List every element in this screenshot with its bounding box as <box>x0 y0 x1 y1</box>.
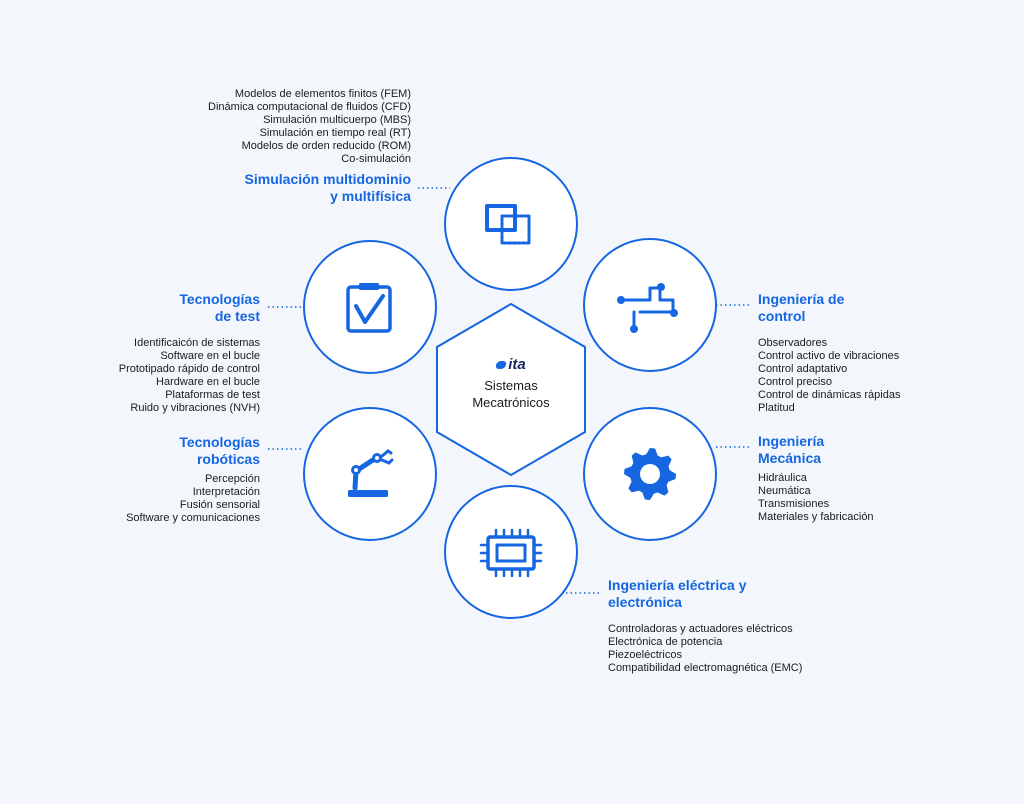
list-item: Hardware en el bucle <box>156 376 260 388</box>
list-item: Ruido y vibraciones (NVH) <box>130 402 260 414</box>
control-title-line2: control <box>758 308 806 324</box>
simulacion-title <box>208 171 411 205</box>
list-item: Materiales y fabricación <box>758 511 874 523</box>
list-item: Control activo de vibraciones <box>758 350 900 362</box>
test-title-line1: Tecnologías <box>179 291 260 307</box>
mecanica-title-line1: Ingeniería <box>758 433 825 449</box>
roboticas-items <box>126 473 260 525</box>
mecanica-title <box>758 433 874 467</box>
list-item: Prototipado rápido de control <box>118 363 260 375</box>
list-item: Hidráulica <box>758 472 807 484</box>
list-item: Electrónica de potencia <box>608 636 723 648</box>
list-item: Simulación en tiempo real (RT) <box>259 127 411 139</box>
block-test <box>119 291 260 415</box>
electrica-title <box>608 577 802 611</box>
ita-logo-mark-icon <box>495 361 507 369</box>
block-electrica <box>608 577 802 675</box>
list-item: Identificaicón de sistemas <box>134 337 260 349</box>
control-title-line1: Ingeniería de <box>758 291 845 307</box>
simulacion-title-line1: Simulación multidominio <box>244 171 411 187</box>
list-item: Control adaptativo <box>758 363 848 375</box>
test-title-line2: de test <box>214 308 260 324</box>
center-label <box>448 356 574 411</box>
control-title <box>758 291 900 325</box>
roboticas-title <box>126 434 260 468</box>
node-roboticas <box>304 408 436 540</box>
roboticas-title-line2: robóticas <box>196 451 260 467</box>
ita-logo <box>496 357 526 373</box>
list-item: Observadores <box>758 337 828 349</box>
list-item: Piezoeléctricos <box>608 649 682 661</box>
list-item: Simulación multicuerpo (MBS) <box>263 114 411 126</box>
list-item: Transmisiones <box>758 498 830 510</box>
list-item: Controladoras y actuadores eléctricos <box>608 623 793 635</box>
node-electrica <box>445 486 577 618</box>
list-item: Co-simulación <box>341 153 411 165</box>
list-item: Percepción <box>204 473 260 485</box>
center-title-line2: Mecatrónicos <box>472 395 550 410</box>
simulacion-title-line2: y multifísica <box>330 188 411 204</box>
list-item: Software en el bucle <box>160 350 260 362</box>
center-title <box>448 377 574 411</box>
list-item: Compatibilidad electromagnética (EMC) <box>608 662 803 674</box>
roboticas-title-line1: Tecnologías <box>179 434 260 450</box>
block-mecanica <box>758 433 874 524</box>
block-control <box>758 291 900 415</box>
mecanica-items <box>758 472 874 524</box>
test-title <box>119 291 260 325</box>
test-items <box>119 337 260 415</box>
electrica-items <box>608 623 802 675</box>
list-item: Software y comunicaciones <box>126 512 260 524</box>
node-test <box>304 241 436 373</box>
electrica-title-line1: Ingeniería eléctrica y <box>608 577 747 593</box>
block-simulacion <box>208 88 411 205</box>
list-item: Modelos de elementos finitos (FEM) <box>234 88 411 100</box>
logo-text: ita <box>508 356 526 373</box>
block-roboticas <box>126 434 260 525</box>
node-control <box>584 239 716 371</box>
list-item: Control de dinámicas rápidas <box>758 389 901 401</box>
mecanica-title-line2: Mecánica <box>758 450 822 466</box>
node-simulacion <box>445 158 577 290</box>
simulacion-items <box>208 88 411 166</box>
list-item: Dinámica computacional de fluidos (CFD) <box>208 101 411 113</box>
list-item: Interpretación <box>192 486 260 498</box>
list-item: Fusión sensorial <box>179 499 260 511</box>
control-items <box>758 337 900 415</box>
list-item: Neumática <box>758 485 811 497</box>
list-item: Control preciso <box>758 376 832 388</box>
list-item: Modelos de orden reducido (ROM) <box>241 140 411 152</box>
gear-icon <box>624 448 676 500</box>
list-item: Platitud <box>758 402 795 414</box>
electrica-title-line2: electrónica <box>608 594 682 610</box>
list-item: Plataformas de test <box>165 389 260 401</box>
center-title-line1: Sistemas <box>484 378 538 393</box>
gear-hole <box>640 464 660 484</box>
